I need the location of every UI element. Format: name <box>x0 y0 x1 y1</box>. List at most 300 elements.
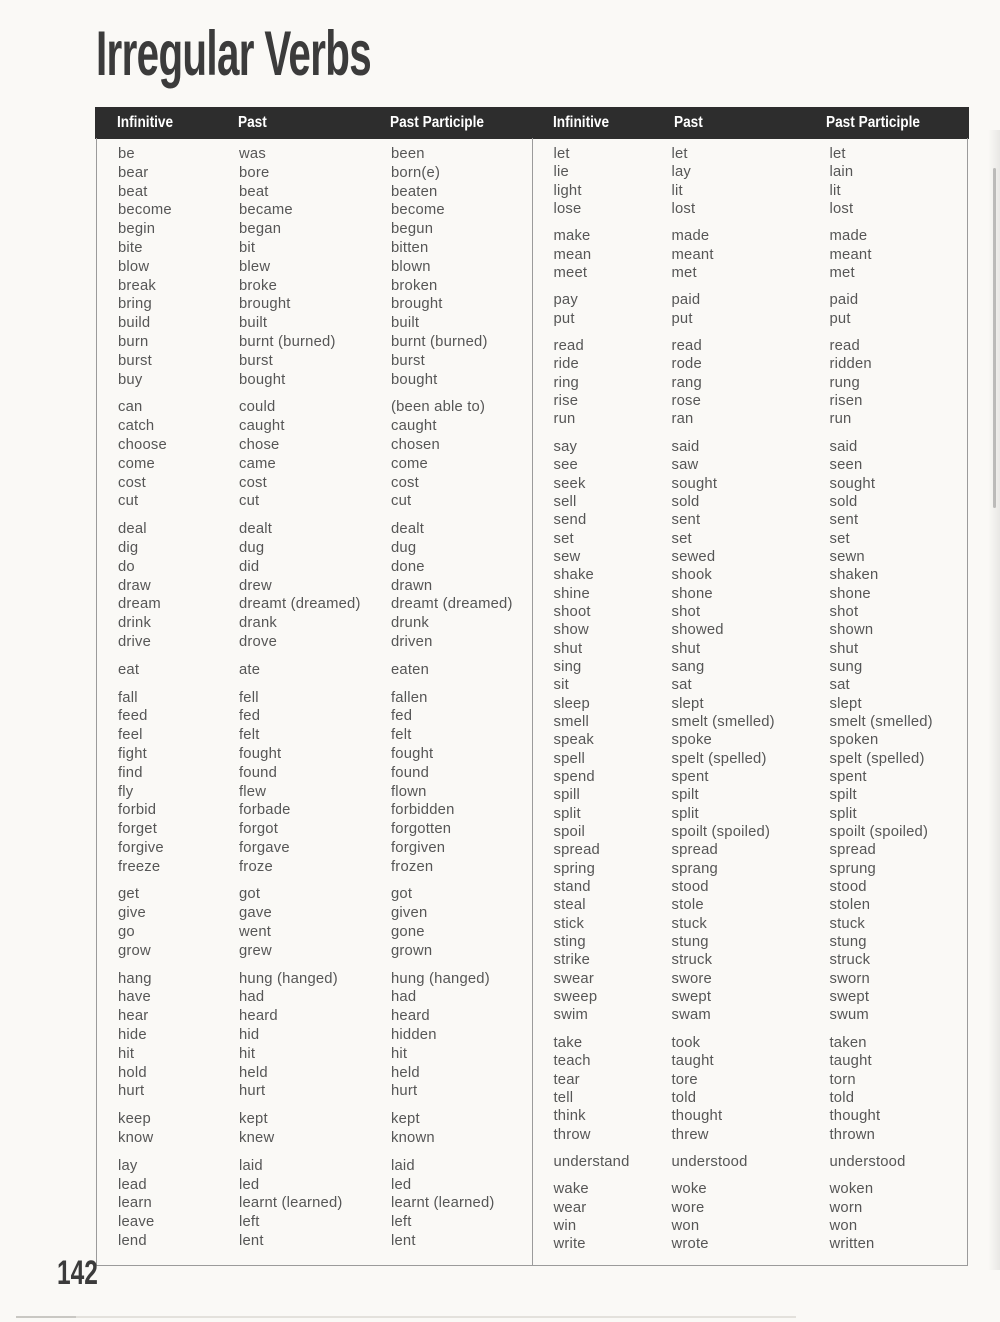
past-participle-cell: beaten <box>391 183 438 200</box>
verb-row <box>97 707 532 726</box>
infinitive-cell: rise <box>553 393 579 410</box>
verb-row <box>533 310 968 328</box>
past-participle-cell: driven <box>391 633 433 650</box>
past-cell: shook <box>671 567 712 584</box>
past-cell: caught <box>239 418 285 435</box>
infinitive-cell: stand <box>553 879 591 896</box>
past-participle-cell: met <box>829 265 855 282</box>
past-participle-cell: won <box>829 1217 858 1234</box>
past-cell: came <box>239 455 276 472</box>
infinitive-cell: hurt <box>118 1083 145 1100</box>
past-cell: held <box>239 1064 268 1081</box>
infinitive-cell: wear <box>553 1199 587 1216</box>
past-participle-cell: taught <box>829 1053 872 1070</box>
past-participle-cell: dealt <box>391 521 425 538</box>
past-cell: hid <box>239 1027 260 1044</box>
verb-row <box>97 220 532 239</box>
infinitive-cell: feel <box>118 727 143 744</box>
infinitive-cell: teach <box>553 1053 591 1070</box>
verb-row <box>97 1157 532 1176</box>
verb-row <box>533 1052 968 1070</box>
past-participle-cell: gone <box>391 924 425 941</box>
past-participle-cell: lent <box>391 1233 416 1250</box>
infinitive-cell: smell <box>553 713 590 730</box>
verb-row <box>97 923 532 942</box>
verb-row <box>97 942 532 961</box>
past-cell: stole <box>671 897 704 914</box>
infinitive-cell: swear <box>553 970 594 987</box>
past-cell: drove <box>239 633 278 650</box>
verb-row <box>97 1110 532 1129</box>
infinitive-cell: bear <box>118 164 149 181</box>
infinitive-cell: spill <box>553 787 580 804</box>
verb-group <box>97 970 532 1102</box>
infinitive-cell: sweep <box>553 989 598 1006</box>
infinitive-cell: break <box>118 277 157 294</box>
verb-row <box>533 621 968 639</box>
past-participle-cell: made <box>829 228 868 245</box>
past-participle-cell: broken <box>391 277 438 294</box>
past-cell: lost <box>671 201 696 218</box>
past-cell: split <box>671 805 699 822</box>
infinitive-cell: dream <box>118 596 161 613</box>
infinitive-cell: spend <box>553 769 595 785</box>
infinitive-cell: become <box>118 202 172 219</box>
infinitive-cell: burst <box>118 352 152 369</box>
verb-row <box>533 1153 968 1171</box>
verb-row <box>533 145 968 163</box>
infinitive-cell: meet <box>553 265 588 282</box>
infinitive-cell: get <box>118 886 140 903</box>
verb-row <box>533 1089 968 1107</box>
past-participle-cell: stuck <box>829 915 866 932</box>
past-participle-cell: learnt (learned) <box>391 1195 495 1212</box>
infinitive-cell: shake <box>553 567 594 584</box>
past-participle-cell: been <box>391 146 425 162</box>
verb-group <box>533 1180 968 1253</box>
verb-row <box>533 1199 968 1217</box>
infinitive-cell: mean <box>553 246 592 263</box>
infinitive-cell: think <box>553 1108 586 1125</box>
past-cell: froze <box>239 858 273 875</box>
past-cell: spoilt (spoiled) <box>671 824 771 841</box>
infinitive-cell: drive <box>118 633 152 650</box>
past-participle-cell: said <box>829 438 858 455</box>
past-cell: sewed <box>671 548 716 565</box>
verb-row <box>533 1126 968 1144</box>
infinitive-cell: spring <box>553 860 596 877</box>
infinitive-cell: throw <box>553 1126 591 1143</box>
infinitive-cell: tell <box>553 1089 574 1106</box>
past-participle-cell: smelt (smelled) <box>829 713 933 730</box>
past-participle-cell: heard <box>391 1008 430 1025</box>
past-participle-cell: sung <box>829 658 863 675</box>
infinitive-cell: shoot <box>553 603 591 620</box>
past-participle-cell: held <box>391 1064 420 1081</box>
verb-row <box>97 1213 532 1232</box>
past-cell: read <box>671 338 702 355</box>
past-participle-cell: swum <box>829 1007 869 1024</box>
past-participle-cell: fed <box>391 708 413 725</box>
verb-row <box>97 333 532 352</box>
past-participle-cell: run <box>829 411 852 428</box>
scan-artifact-bottom-line <box>16 1316 796 1318</box>
verb-group <box>97 1157 532 1251</box>
past-cell: got <box>239 886 261 903</box>
verb-row <box>533 640 968 658</box>
past-cell: could <box>239 399 276 416</box>
infinitive-cell: forbid <box>118 802 157 819</box>
infinitive-cell: grow <box>118 942 151 959</box>
past-participle-cell: burnt (burned) <box>391 333 488 350</box>
verb-row <box>533 1006 968 1024</box>
past-cell: stuck <box>671 915 708 932</box>
past-cell: spilt <box>671 787 699 804</box>
past-participle-cell: caught <box>391 418 437 435</box>
past-participle-cell: understood <box>829 1153 906 1170</box>
infinitive-cell: make <box>553 228 591 245</box>
infinitive-cell: say <box>553 438 578 455</box>
past-participle-cell: torn <box>829 1071 856 1088</box>
past-participle-cell: shown <box>829 622 874 639</box>
verb-row <box>533 860 968 878</box>
verb-row <box>97 726 532 745</box>
past-cell: gave <box>239 905 272 922</box>
past-cell: blew <box>239 258 271 275</box>
infinitive-cell: can <box>118 399 143 416</box>
past-cell: took <box>671 1034 701 1051</box>
verb-row <box>533 392 968 410</box>
past-cell: drank <box>239 615 278 632</box>
infinitive-cell: keep <box>118 1111 151 1128</box>
infinitive-cell: write <box>553 1236 586 1253</box>
past-participle-cell: hit <box>391 1045 408 1062</box>
past-participle-cell: struck <box>829 952 871 969</box>
infinitive-cell: sew <box>553 548 581 565</box>
verb-row <box>97 455 532 474</box>
past-cell: fought <box>239 745 282 762</box>
past-cell: showed <box>671 622 724 639</box>
verb-group <box>533 145 968 218</box>
verb-row <box>533 878 968 896</box>
past-cell: sought <box>671 475 718 492</box>
verb-row <box>97 633 532 652</box>
past-participle-cell: frozen <box>391 858 434 875</box>
table-header-left-half <box>96 108 532 138</box>
infinitive-cell: ride <box>553 356 579 373</box>
infinitive-cell: read <box>553 338 584 355</box>
infinitive-cell: cost <box>118 474 146 491</box>
infinitive-cell: sit <box>553 677 569 694</box>
infinitive-cell: eat <box>118 661 140 678</box>
past-participle-cell: burst <box>391 352 425 369</box>
past-cell: left <box>239 1214 260 1231</box>
infinitive-cell: hide <box>118 1027 147 1044</box>
verb-row <box>97 839 532 858</box>
past-cell: wore <box>671 1199 705 1216</box>
past-participle-cell: stolen <box>829 897 871 914</box>
infinitive-cell: fight <box>118 745 147 762</box>
past-cell: became <box>239 202 293 219</box>
infinitive-cell: feed <box>118 708 148 725</box>
infinitive-cell: give <box>118 905 146 922</box>
past-cell: swam <box>671 1007 711 1024</box>
past-cell: lent <box>239 1233 264 1250</box>
infinitive-cell: sing <box>553 658 582 675</box>
verb-row <box>97 970 532 989</box>
verb-row <box>97 520 532 539</box>
infinitive-cell: lose <box>553 201 582 218</box>
past-participle-cell: found <box>391 764 430 781</box>
past-participle-cell: spread <box>829 842 876 859</box>
infinitive-cell: blow <box>118 258 150 275</box>
past-participle-cell: spoken <box>829 732 879 749</box>
verb-row <box>97 1064 532 1083</box>
past-cell: taught <box>671 1053 714 1070</box>
verb-row <box>533 291 968 309</box>
past-participle-cell: drunk <box>391 615 430 632</box>
past-participle-cell: rung <box>829 374 860 391</box>
verb-row <box>97 595 532 614</box>
past-cell: smelt (smelled) <box>671 713 775 730</box>
past-participle-cell: blown <box>391 258 431 275</box>
past-cell: stung <box>671 934 709 951</box>
infinitive-cell: run <box>553 411 576 428</box>
page-number: 142 <box>57 1254 98 1292</box>
page-title: Irregular Verbs <box>96 19 372 89</box>
infinitive-cell: see <box>553 457 578 474</box>
past-cell: spent <box>671 769 709 785</box>
past-cell: made <box>671 228 710 245</box>
past-participle-cell: forgiven <box>391 839 446 856</box>
verb-row <box>97 474 532 493</box>
verb-group <box>533 1034 968 1144</box>
infinitive-cell: bring <box>118 296 152 313</box>
past-cell: met <box>671 265 697 282</box>
infinitive-cell: fall <box>118 689 138 706</box>
past-participle-cell: forgotten <box>391 821 452 838</box>
past-cell: felt <box>239 727 260 744</box>
past-participle-cell: told <box>829 1089 855 1106</box>
past-participle-cell: paid <box>829 292 859 309</box>
past-participle-cell: bought <box>391 371 438 388</box>
verb-row <box>97 492 532 511</box>
column-header-past-participle: Past Participle <box>826 114 921 131</box>
infinitive-cell: sting <box>553 934 586 951</box>
past-cell: burst <box>239 352 273 369</box>
past-cell: heard <box>239 1008 278 1025</box>
scan-artifact-right-streak <box>993 168 996 508</box>
verb-row <box>533 841 968 859</box>
past-participle-cell: stood <box>829 879 867 896</box>
past-cell: forgave <box>239 839 290 856</box>
verb-row <box>97 1232 532 1251</box>
past-participle-cell: lain <box>829 164 854 181</box>
verb-row <box>533 951 968 969</box>
past-cell: burnt (burned) <box>239 333 336 350</box>
past-cell: forbade <box>239 802 291 819</box>
verb-group <box>533 291 968 328</box>
infinitive-cell: steal <box>553 897 586 914</box>
verb-row <box>533 768 968 786</box>
past-participle-cell: split <box>829 805 857 822</box>
irregular-verbs-table <box>96 108 968 1266</box>
verb-row <box>97 1082 532 1101</box>
verb-row <box>533 410 968 428</box>
infinitive-cell: set <box>553 530 574 547</box>
verb-row <box>533 603 968 621</box>
past-participle-cell: done <box>391 558 425 575</box>
past-participle-cell: left <box>391 1214 412 1231</box>
past-participle-cell: brought <box>391 296 443 313</box>
verb-row <box>533 731 968 749</box>
past-cell: won <box>671 1217 700 1234</box>
past-participle-cell: forbidden <box>391 802 455 819</box>
past-cell: did <box>239 558 260 575</box>
past-participle-cell: seen <box>829 457 863 474</box>
infinitive-cell: stick <box>553 915 585 932</box>
verb-row <box>97 539 532 558</box>
past-cell: put <box>671 310 693 327</box>
past-participle-cell: sought <box>829 475 876 492</box>
past-participle-cell: thought <box>829 1108 881 1125</box>
verb-row <box>97 145 532 164</box>
past-cell: saw <box>671 457 699 474</box>
past-cell: rose <box>671 393 702 410</box>
verb-group <box>97 145 532 389</box>
infinitive-cell: drink <box>118 615 152 632</box>
verb-row <box>97 558 532 577</box>
verb-row <box>533 896 968 914</box>
table-left-half <box>97 138 532 1265</box>
past-participle-cell: hung (hanged) <box>391 970 490 987</box>
past-cell: meant <box>671 246 714 263</box>
verb-row <box>97 352 532 371</box>
past-cell: spoke <box>671 732 712 749</box>
past-participle-cell: sent <box>829 512 859 529</box>
past-cell: dreamt (dreamed) <box>239 596 361 613</box>
verb-row <box>533 200 968 218</box>
verb-row <box>97 371 532 390</box>
verb-row <box>533 786 968 804</box>
past-cell: let <box>671 146 688 162</box>
infinitive-cell: be <box>118 146 135 162</box>
past-participle-cell: sprung <box>829 860 876 877</box>
verb-row <box>533 970 968 988</box>
verb-row <box>533 182 968 200</box>
past-participle-cell: led <box>391 1176 412 1193</box>
verb-row <box>533 475 968 493</box>
past-participle-cell: born(e) <box>391 164 441 181</box>
past-participle-cell: hurt <box>391 1083 418 1100</box>
verb-group <box>533 337 968 429</box>
infinitive-cell: speak <box>553 732 594 749</box>
infinitive-cell: shut <box>553 640 583 657</box>
past-participle-cell: worn <box>829 1199 863 1216</box>
past-cell: built <box>239 315 268 332</box>
past-participle-cell: fought <box>391 745 434 762</box>
verb-row <box>97 398 532 417</box>
verb-row <box>533 823 968 841</box>
verb-row <box>97 614 532 633</box>
verb-row <box>533 456 968 474</box>
infinitive-cell: sleep <box>553 695 590 712</box>
verb-row <box>97 314 532 333</box>
past-participle-cell: got <box>391 886 413 903</box>
infinitive-cell: come <box>118 455 155 472</box>
past-cell: stood <box>671 879 709 896</box>
past-cell: swept <box>671 989 712 1006</box>
past-cell: threw <box>671 1126 709 1143</box>
past-participle-cell: sat <box>829 677 850 694</box>
past-participle-cell: set <box>829 530 850 547</box>
past-cell: spelt (spelled) <box>671 750 767 767</box>
verb-group <box>97 661 532 680</box>
past-cell: sat <box>671 677 692 694</box>
past-cell: hung (hanged) <box>239 970 338 987</box>
column-header-past: Past <box>238 114 267 131</box>
past-participle-cell: given <box>391 905 428 922</box>
past-participle-cell: lost <box>829 201 854 218</box>
verb-row <box>97 164 532 183</box>
infinitive-cell: forget <box>118 821 158 838</box>
past-cell: found <box>239 764 278 781</box>
infinitive-cell: take <box>553 1034 583 1051</box>
infinitive-cell: hang <box>118 970 152 987</box>
past-participle-cell: shone <box>829 585 871 602</box>
infinitive-cell: draw <box>118 577 151 594</box>
verb-row <box>533 246 968 264</box>
verb-row <box>533 493 968 511</box>
past-participle-cell: stung <box>829 934 867 951</box>
past-participle-cell: taken <box>829 1034 867 1051</box>
past-participle-cell: bitten <box>391 239 429 256</box>
infinitive-cell: send <box>553 512 587 529</box>
past-cell: bore <box>239 164 270 181</box>
verb-row <box>533 374 968 392</box>
infinitive-cell: forgive <box>118 839 164 856</box>
verb-row <box>533 695 968 713</box>
past-participle-cell: spent <box>829 769 867 785</box>
past-participle-cell: grown <box>391 942 433 959</box>
past-cell: slept <box>671 695 704 712</box>
infinitive-cell: freeze <box>118 858 161 875</box>
past-participle-cell: thrown <box>829 1126 876 1143</box>
past-participle-cell: spelt (spelled) <box>829 750 925 767</box>
past-cell: thought <box>671 1108 723 1125</box>
infinitive-cell: build <box>118 315 151 332</box>
infinitive-cell: lay <box>118 1157 138 1174</box>
past-participle-cell: laid <box>391 1157 415 1174</box>
verb-row <box>97 1176 532 1195</box>
verb-row <box>533 750 968 768</box>
infinitive-cell: win <box>553 1217 577 1234</box>
infinitive-cell: lie <box>553 164 569 181</box>
verb-row <box>533 511 968 529</box>
past-cell: wrote <box>671 1236 709 1253</box>
infinitive-cell: split <box>553 805 581 822</box>
past-participle-cell: sworn <box>829 970 870 987</box>
verb-group <box>97 398 532 511</box>
past-cell: fell <box>239 689 259 706</box>
infinitive-cell: spread <box>553 842 600 859</box>
infinitive-cell: wake <box>553 1181 589 1198</box>
past-cell: cost <box>239 474 267 491</box>
past-participle-cell: swept <box>829 989 870 1006</box>
past-cell: lit <box>671 182 683 199</box>
past-participle-cell: begun <box>391 221 434 238</box>
past-participle-cell: felt <box>391 727 412 744</box>
